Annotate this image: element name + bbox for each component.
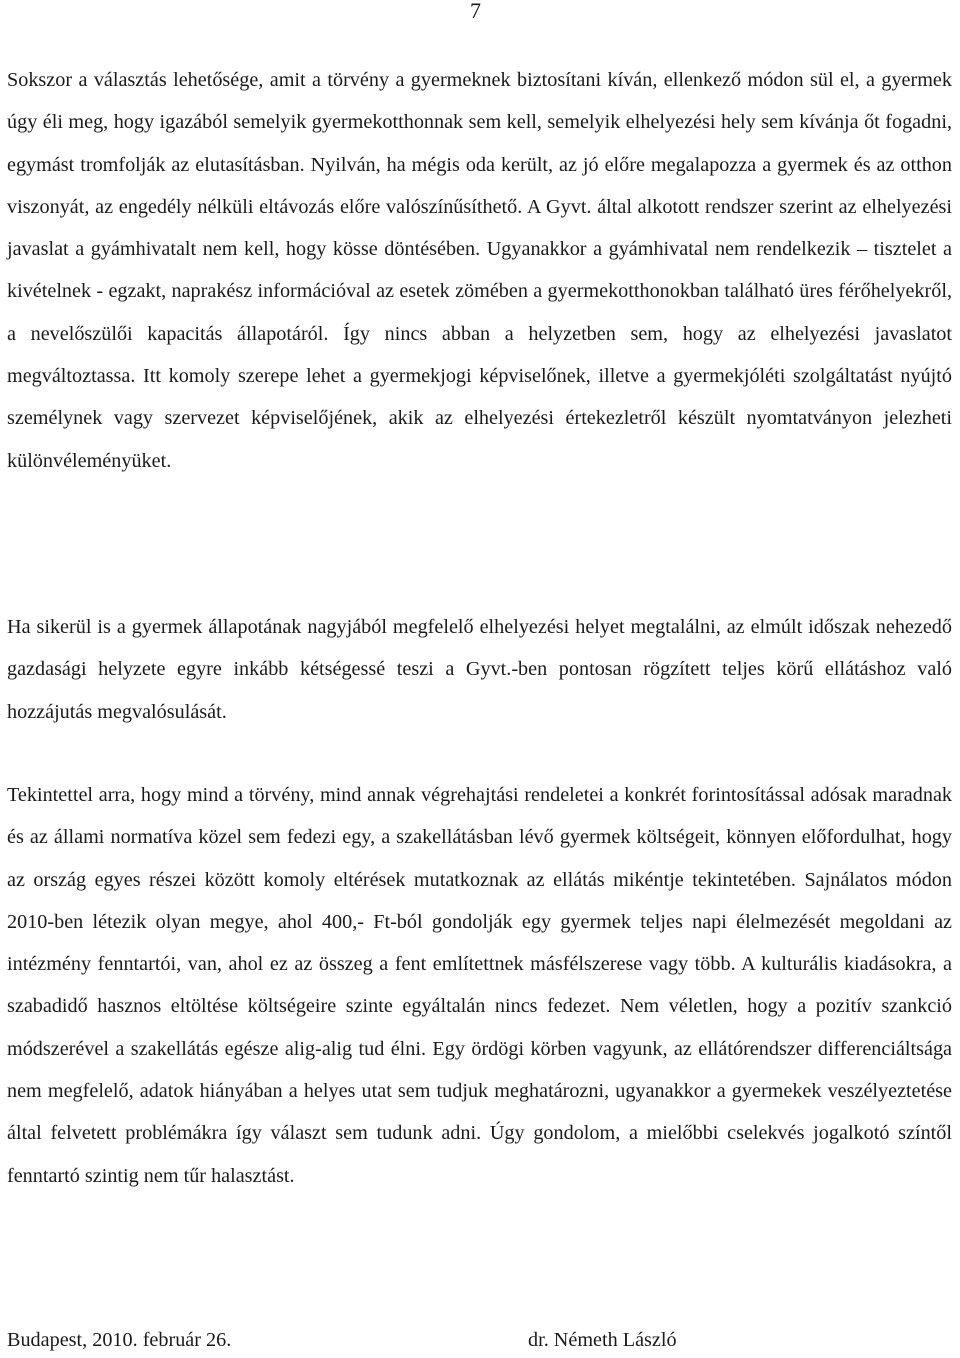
footer-author: dr. Németh László — [528, 1329, 677, 1351]
page-number: 7 — [470, 0, 481, 23]
footer-place-date: Budapest, 2010. február 26. — [7, 1329, 232, 1351]
paragraph-funding-differences: Tekintettel arra, hogy mind a törvény, mind annak végrehajtási rendeletei a konkrét forintosítással adósak maradnak és az állami normatíva közel sem fedezi egy, a szakellátásban lévő gyermek költségeit, könnyen előfordulhat, hogy az ország egyes részei között komoly eltérések mutatkoznak az ellátás mikéntje tekintetében. Sajnálatos módon 2010-ben létezik olyan megye, ahol 400,- Ft-ból gondolják egy gyermek teljes napi élelmezését megoldani az intézmény fenntartói, van, ahol ez az összeg a fent említettnek másfélszerese vagy több. A kulturális kiadásokra, a szabadidő hasznos eltöltése költségeire szinte egyáltalán nincs fedezet. Nem véletlen, hogy a pozitív szankció módszerével a szakellátás egésze alig-alig tud élni. Egy ördögi körben vagyunk, az ellátórendszer differenciáltsága nem megfelelő, adatok hiányában a helyes utat sem tudjuk meghatározni, ugyanakkor a gyermekek veszélyeztetése által felvetett problémákra így választ sem tudunk adni. Úgy gondolom, a mielőbbi cselekvés jogalkotó színtől fenntartó szintig nem tűr halasztást. — [7, 784, 952, 1187]
paragraph-economic-situation: Ha sikerül is a gyermek állapotának nagyjából megfelelő elhelyezési helyet megtalálni, az elmúlt időszak nehezedő gazdasági helyzete egyre inkább kétségessé teszi a Gyvt.-ben pontosan rögzített teljes körű ellátáshoz való hozzájutás megvalósulását. — [7, 616, 952, 723]
paragraph-placement-choice: Sokszor a választás lehetősége, amit a törvény a gyermeknek biztosítani kíván, ellenkező módon sül el, a gyermek úgy éli meg, hogy igazából semelyik gyermekotthonnak sem kell, semelyik elhelyezési hely sem kívánja őt fogadni, egymást tromfolják az elutasításban. Nyilván, ha mégis oda került, az jó előre megalapozza a gyermek és az otthon viszonyát, az engedély nélküli eltávozás előre valószínűsíthető. A Gyvt. által alkotott rendszer szerint az elhelyezési javaslat a gyámhivatalt nem kell, hogy kösse döntésében. Ugyanakkor a gyámhivatal nem rendelkezik – tisztelet a kivételnek - egzakt, naprakész információval az esetek zömében a gyermekotthonokban található üres férőhelyekről, a nevelőszülői kapacitás állapotáról. Így nincs abban a helyzetben sem, hogy az elhelyezési javaslatot megváltoztassa. Itt komoly szerepe lehet a gyermekjogi képviselőnek, illetve a gyermekjóléti szolgáltatást nyújtó személynek vagy szervezet képviselőjének, akik az elhelyezési értekezletről készült nyomtatványon jelezheti különvéleményüket. — [7, 69, 952, 472]
